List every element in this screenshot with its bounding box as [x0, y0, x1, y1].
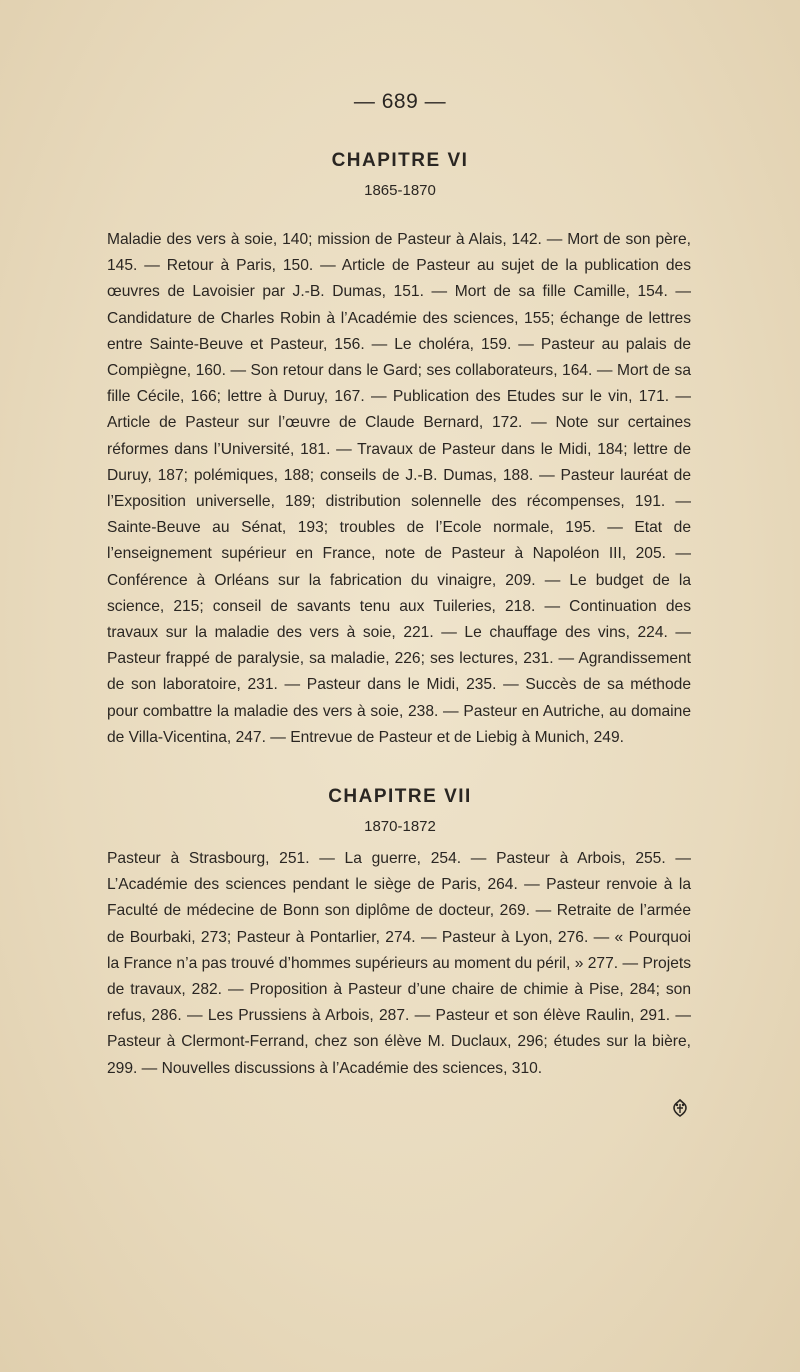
chapter-heading-6: [0, 150, 800, 199]
chapter-title: CHAPITRE VI: [331, 150, 469, 171]
chapter-heading-7: [0, 786, 800, 835]
chapter-title: CHAPITRE VII: [328, 786, 472, 807]
chapter-summary: Pasteur à Strasbourg, 251. — La guerre, 254. — Pasteur à Arbois, 255. — L’Académie des sciences pendant le siège de Paris, 264. — Pasteur renvoie à la Faculté de médecine de Bonn son diplôme de docteur, 269. — Retraite de l’armée de Bourbaki, 273; Pasteur à Pontarlier, 274. — Pasteur à Lyon, 276. — « Pourquoi la France n’a pas trouvé d’hommes supérieurs au moment du péril, » 277. — Projets de travaux, 282. — Proposition à Pasteur d’une chaire de chimie à Pise, 284; son refus, 286. — Les Prussiens à Arbois, 287. — Pasteur et son élève Raulin, 291. — Pasteur à Clermont-Ferrand, chez son élève M. Duclaux, 296; études sur la bière, 299. — Nouvelles discussions à l’Académie des sciences, 310.: [107, 850, 691, 1077]
chapter-years: 1865-1870: [364, 182, 436, 199]
printer-ornament-icon: [670, 1098, 690, 1118]
chapter-years: 1870-1872: [364, 818, 436, 835]
chapter-summary: Maladie des vers à soie, 140; mission de Pasteur à Alais, 142. — Mort de son père, 145. — Retour à Paris, 150. — Article de Pasteur au sujet de la publication des œuvres de Lavoisier par J.-B. Dumas, 151. — Mort de sa fille Camille, 154. — Candidature de Charles Robin à l’Académie des sciences, 155; échange de lettres entre Sainte-Beuve et Pasteur, 156. — Le choléra, 159. — Pasteur au palais de Compiègne, 160. — Son retour dans le Gard; ses collaborateurs, 164. — Mort de sa fille Cécile, 166; lettre à Duruy, 167. — Publication des Etudes sur le vin, 171. — Article de Pasteur sur l’œuvre de Claude Bernard, 172. — Note sur certaines réformes dans l’Université, 181. — Travaux de Pasteur dans le Midi, 184; lettre de Duruy, 187; polémiques, 188; conseils de J.-B. Dumas, 188. — Pasteur lauréat de l’Exposition universelle, 189; distribution solennelle des récompenses, 191. — Sainte-Beuve au Sénat, 193; troubles de l’Ecole normale, 195. — Etat de l’enseignement supérieur en France, note de Pasteur à Napoléon III, 205. — Conférence à Orléans sur la fabrication du vinaigre, 209. — Le budget de la science, 215; conseil de savants tenu aux Tuileries, 218. — Continuation des travaux sur la maladie des vers à soie, 221. — Le chauffage des vins, 224. — Pasteur frappé de paralysie, sa maladie, 226; ses lectures, 231. — Agrandissement de son laboratoire, 231. — Pasteur dans le Midi, 235. — Succès de sa méthode pour combattre la maladie des vers à soie, 238. — Pasteur en Autriche, au domaine de Villa-Vicentina, 247. — Entrevue de Pasteur et de Liebig à Munich, 249.: [107, 231, 691, 746]
page-number: — 689 —: [353, 90, 447, 113]
